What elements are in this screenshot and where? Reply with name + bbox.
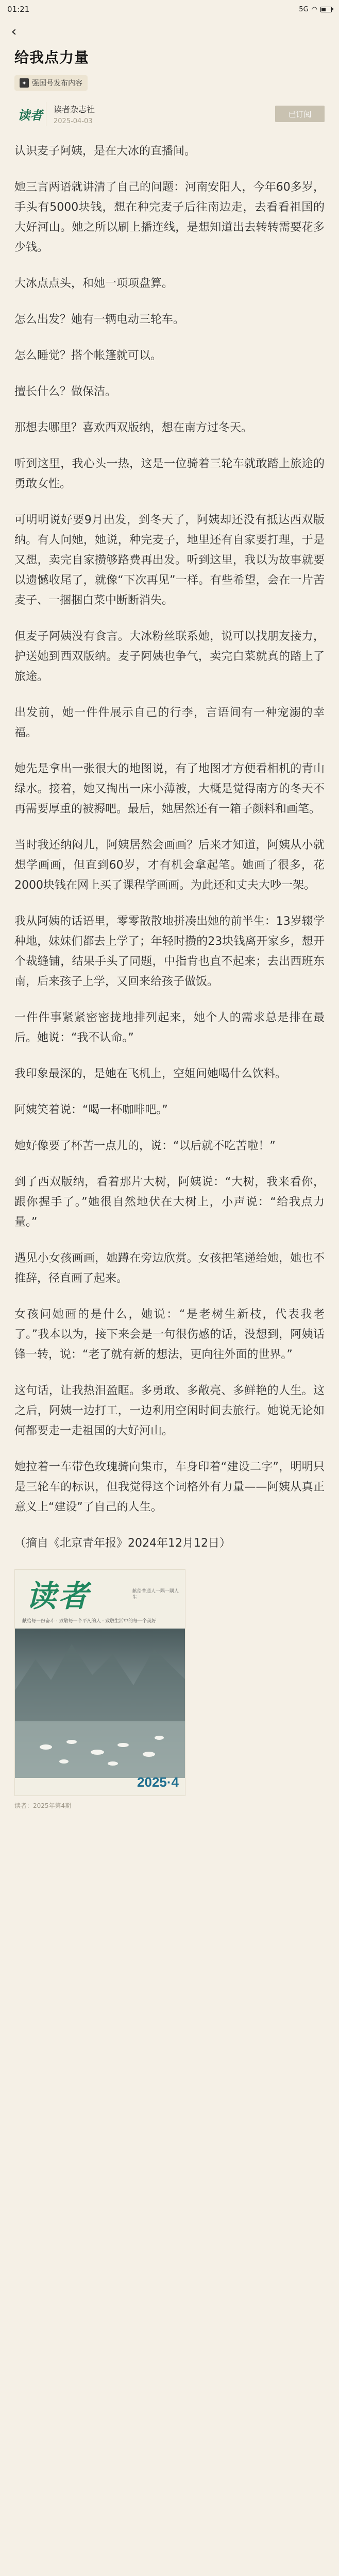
magazine-logo: 读者 (26, 1579, 91, 1614)
article-body (0, 126, 339, 1553)
swans-illustration (15, 1629, 185, 1778)
status-bar (0, 0, 339, 19)
article-paragraph: 这句话，让我热泪盈眶。多勇敢、多敞亮、多鲜艳的人生。这之后，阿姨一边打工，一边利用空闲时间去旅行。她说无论如何都要走一走祖国的大好河山。 (14, 1384, 325, 1437)
article-paragraph: 大冰点点头，和她一项项盘算。 (14, 277, 174, 290)
article-paragraph: 怎么睡觉？搭个帐篷就可以。 (14, 349, 162, 362)
status-icons (299, 6, 332, 13)
magazine-tagline: 献给每一份奋斗 · 致敬每一个平凡的人 · 致敬生活中的每一个美好 (22, 1619, 157, 1624)
article-paragraph: 我从阿姨的话语里，零零散散地拼凑出她的前半生：13岁辍学种地，妹妹们都去上学了；年轻时攒的23块钱离开家乡，想开个裁缝铺，结果手头了同题，中指肯也直不起来；去出西班东南，后来孩子上学，又回来给孩子做饭。 (14, 915, 325, 988)
publish-source-label: 强国号发布内容 (32, 79, 82, 88)
wifi-icon: ◠ (311, 5, 317, 13)
magazine-subtitle: 献给普通人一隅一隅人生 (132, 1589, 179, 1600)
article-paragraph: 女孩问她画的是什么，她说：“是老树生新枝，代表我老了。”我本以为，接下来会是一句很伤感的话，没想到，阿姨话锋一转，说：“老了就有新的想法，更向往外面的世界。” (14, 1308, 325, 1361)
article-paragraph: 听到这里，我心头一热，这是一位骑着三轮车就敢踏上旅途的勇敢女性。 (14, 457, 325, 490)
publish-source-chip[interactable] (14, 75, 88, 91)
author-row (0, 91, 339, 126)
article-paragraph: 阿姨笑着说：“喝一杯咖啡吧。” (14, 1104, 168, 1116)
avatar[interactable]: 读者 (14, 102, 46, 126)
status-time: 01:21 (7, 5, 30, 14)
publish-date: 2025-04-03 (54, 117, 93, 125)
nav-bar (0, 19, 339, 43)
article-paragraph: 那想去哪里？喜欢西双版纳，想在南方过冬天。 (14, 421, 253, 434)
author-meta (54, 103, 275, 125)
article-paragraph: （摘自《北京青年报》2024年12月12日） (14, 1537, 231, 1550)
chevron-left-icon[interactable]: ‹ (11, 22, 17, 40)
flag-icon: ✦ (20, 78, 29, 88)
article-paragraph: 当时我还纳闷儿，阿姨居然会画画？后来才知道，阿姨从小就想学画画，但直到60岁，才有机会拿起笔。她画了很多，花2000块钱在网上买了课程学画画。为此还和丈夫大吵一架。 (14, 839, 325, 892)
article-title: 给我点力量 (14, 49, 90, 66)
battery-icon (320, 7, 332, 12)
article-paragraph: 她先是拿出一张很大的地图说，有了地图才方便看相机的青山绿水。接着，她又掏出一床小薄被，大概是觉得南方的冬天不再需要厚重的被褥吧。最后，她居然还有一箱子颜料和画笔。 (14, 762, 325, 816)
article-paragraph: 可明明说好要9月出发，到冬天了，阿姨却还没有抵达西双版纳。有人问她，她说，种完麦子，地里还有自家要打理，于是又想，卖完自家攒够路费再出发。听到这里，我以为故事就要以遗憾收尾了，就像“下次再见”一样。有些希望，会在一片苦麦子、一捆捆白菜中断断消失。 (14, 514, 325, 607)
article-paragraph: 一件件事紧紧密密拢地排列起来，她个人的需求总是排在最后。她说：“我不认命。” (14, 1011, 325, 1044)
battery-level (321, 8, 326, 11)
article-paragraph: 怎么出发？她有一辆电动三轮车。 (14, 313, 185, 326)
subscribe-button[interactable]: 已订阅 (275, 106, 325, 122)
image-caption: 读者：2025年第4期 (14, 1802, 72, 1809)
author-name[interactable]: 读者杂志社 (54, 104, 95, 114)
magazine-cover-art (15, 1629, 185, 1778)
article-paragraph: 认识麦子阿姨，是在大冰的直播间。 (14, 145, 196, 158)
article-paragraph: 但麦子阿姨没有食言。大冰粉丝联系她，说可以找朋友接力，护送她到西双版纳。麦子阿姨也争气，卖完白菜就真的踏上了旅途。 (14, 630, 325, 683)
article-paragraph: 我印象最深的，是她在飞机上，空姐问她喝什么饮料。 (14, 1067, 287, 1080)
magazine-cover-image[interactable] (14, 1569, 185, 1796)
article-paragraph: 擅长什么？做保洁。 (14, 385, 117, 398)
article-paragraph: 出发前，她一件件展示自己的行李，言语间有一种宠溺的幸福。 (14, 706, 325, 739)
article-paragraph: 到了西双版纳，看着那片大树，阿姨说：“大树，我来看你，跟你握手了。”她很自然地伏在大树上，小声说：“给我点力量。” (14, 1176, 325, 1229)
article-paragraph: 她拉着一车带色玫瑰骑向集市，车身印着“建设二字”，明明只是三轮车的标识，但我觉得这个词格外有力量——阿姨从真正意义上“建设”了自己的人生。 (14, 1461, 325, 1514)
article-paragraph: 她三言两语就讲清了自己的问题：河南安阳人，今年60多岁，手头有5000块钱，想在种完麦子后往南边走，去看看祖国的大好河山。她之所以刷上播连线，是想知道出去转转需要花多少钱。 (14, 181, 325, 254)
signal-icon: 5G (299, 5, 309, 13)
magazine-issue: 2025·4 (137, 1774, 179, 1790)
article-paragraph: 遇见小女孩画画，她蹲在旁边欣赏。女孩把笔递给她，她也不推辞，径直画了起来。 (14, 1252, 325, 1285)
article-paragraph: 她好像要了杯苦一点儿的，说：“以后就不吃苦啦！” (14, 1140, 276, 1153)
